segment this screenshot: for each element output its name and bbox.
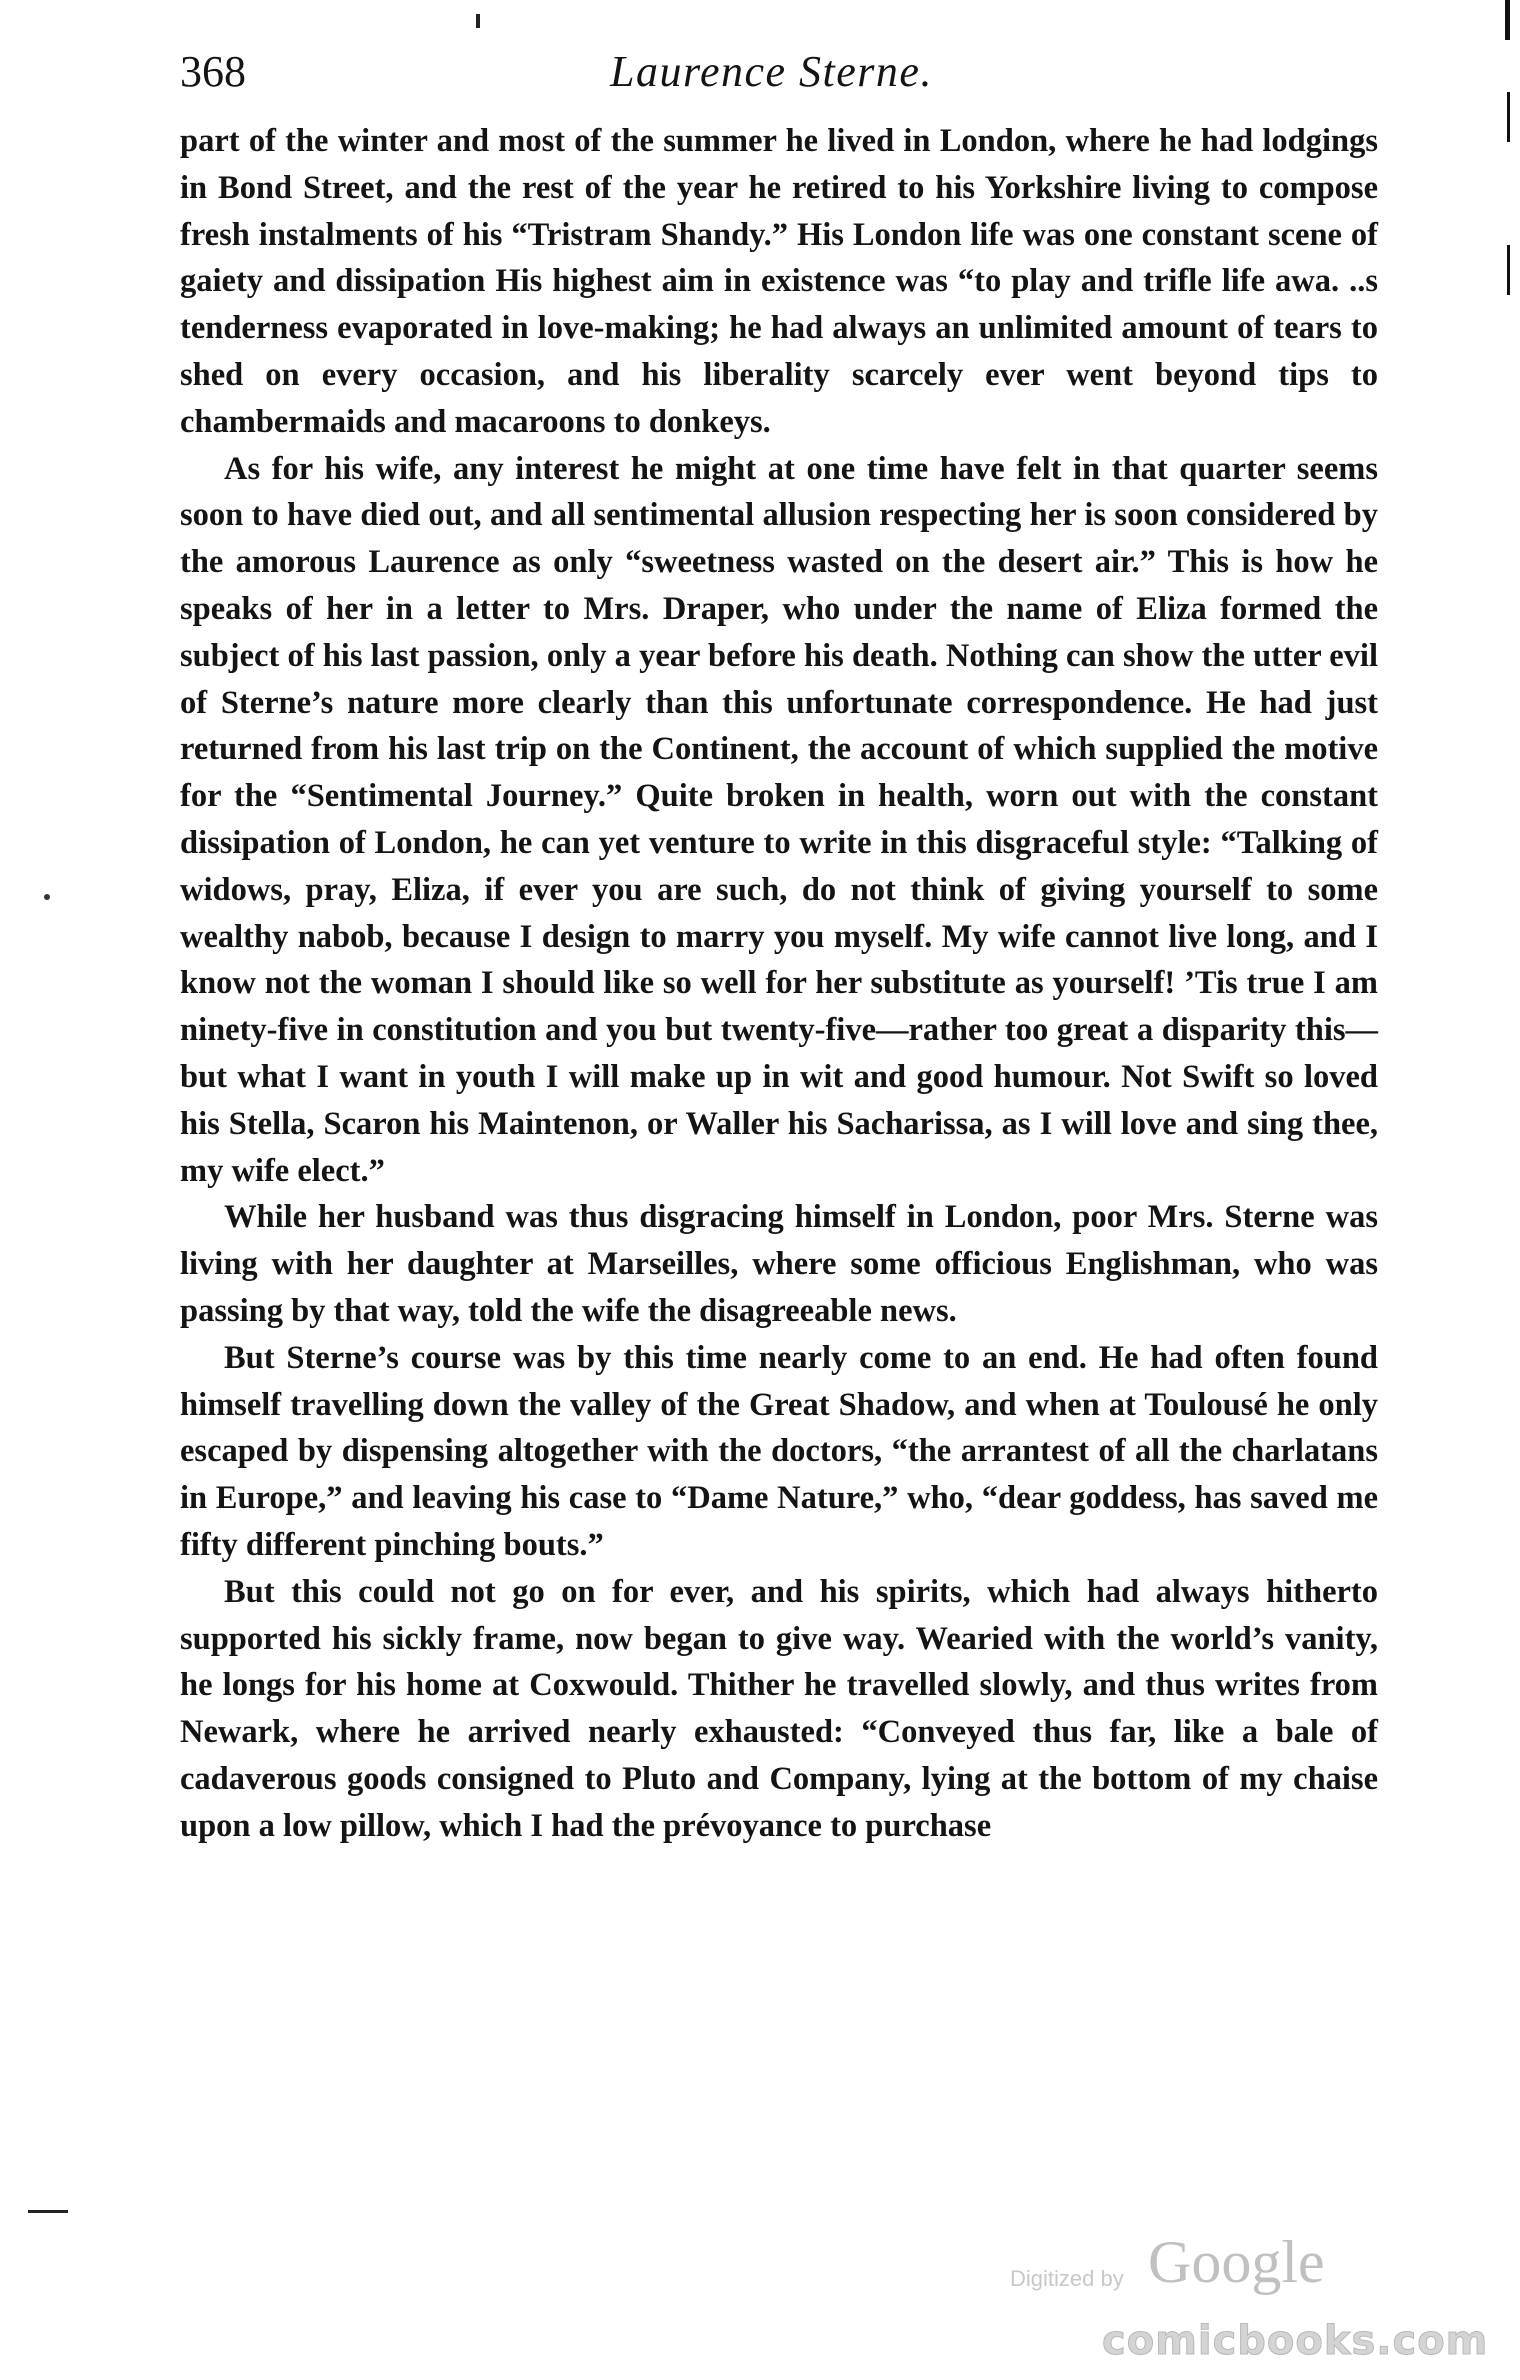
- site-watermark: comicbooks.com: [1102, 2318, 1489, 2364]
- margin-dash: [28, 2210, 68, 2213]
- page-number: 368: [180, 47, 246, 96]
- edge-mark-middle: [1507, 245, 1510, 295]
- paragraph: But this could not go on for ever, and his spirits, which had always hitherto supported his sickly frame, now began to give way. Wearied with the world’s vanity, he longs for his home at Coxwould. Thither he travelled slowly, and thus writes from Newark, where he arrived nearly exhausted: “Conveyed thus far, like a bale of cadaverous goods consigned to Pluto and Company, lying at the bottom of my chaise upon a low pillow, which I had the prévoyance to purchase: [180, 1573, 1378, 1844]
- paragraph: As for his wife, any interest he might at one time have felt in that quarter seems soon to have died out, and all sentimental allusion respecting her is soon considered by the amorous Laurence as only “sweetness wasted on the desert air.” This is how he speaks of her in a letter to Mrs. Draper, who under the name of Eliza formed the subject of his last passion, only a year before his death. Nothing can show the utter evil of Sterne’s nature more clearly than this unfortunate correspondence. He had just returned from his last trip on the Continent, the account of which supplied the motive for the “Sentimental Journey.” Quite broken in health, worn out with the constant dissipation of London, he can yet venture to write in this disgraceful style: “Talking of widows, pray, Eliza, if ever you are such, do not think of giving yourself to some wealthy nabob, because I design to marry you myself. My wife cannot live long, and I know not the woman I should like so well for her substitute as yourself! ’Tis true I am ninety-five in constitution and you but twenty-five—rather too great a disparity this—but what I want in youth I will make up in wit and good humour. Not Swift so loved his Stella, Scaron his Maintenon, or Waller his Sacharissa, as I will love and sing thee, my wife elect.”: [180, 450, 1378, 1189]
- page-header: [170, 38, 1380, 98]
- paragraph: While her husband was thus disgracing himself in London, poor Mrs. Sterne was living with her daughter at Marseilles, where some officious Englishman, who was passing by that way, told the wife the disagreeable news.: [180, 1199, 1378, 1329]
- edge-mark-upper: [1507, 92, 1510, 142]
- digitized-by-text: Digitized by: [1010, 2266, 1124, 2291]
- paragraph: part of the winter and most of the summer he lived in London, where he had lodgings in Bond Street, and the rest of the year he retired to his Yorkshire living to compose fresh instalments of his “Tristram Shandy.” His London life was one constant scene of gaiety and dissipation His highest aim in existence was “to play and trifle life awa. ..s tenderness evaporated in love-making; he had always an unlimited amount of tears to shed on every occasion, and his liberality scarcely ever went beyond tips to chambermaids and macaroons to donkeys.: [180, 123, 1378, 440]
- paragraph: But Sterne’s course was by this time nearly come to an end. He had often found himself travelling down the valley of the Great Shadow, and when at Toulousé he only escaped by dispensing altogether with the doctors, “the arrantest of all the charlatans in Europe,” and leaving his case to “Dame Nature,” who, “dear goddess, has saved me fifty different pinching bouts.”: [180, 1339, 1378, 1563]
- printer-mark-dot: [476, 14, 480, 28]
- google-logo: Google: [1148, 2229, 1325, 2295]
- body-text: [180, 118, 1378, 1849]
- edge-mark-top: [1505, 0, 1510, 40]
- margin-dot: [44, 894, 50, 900]
- running-title: Laurence Sterne.: [610, 47, 933, 96]
